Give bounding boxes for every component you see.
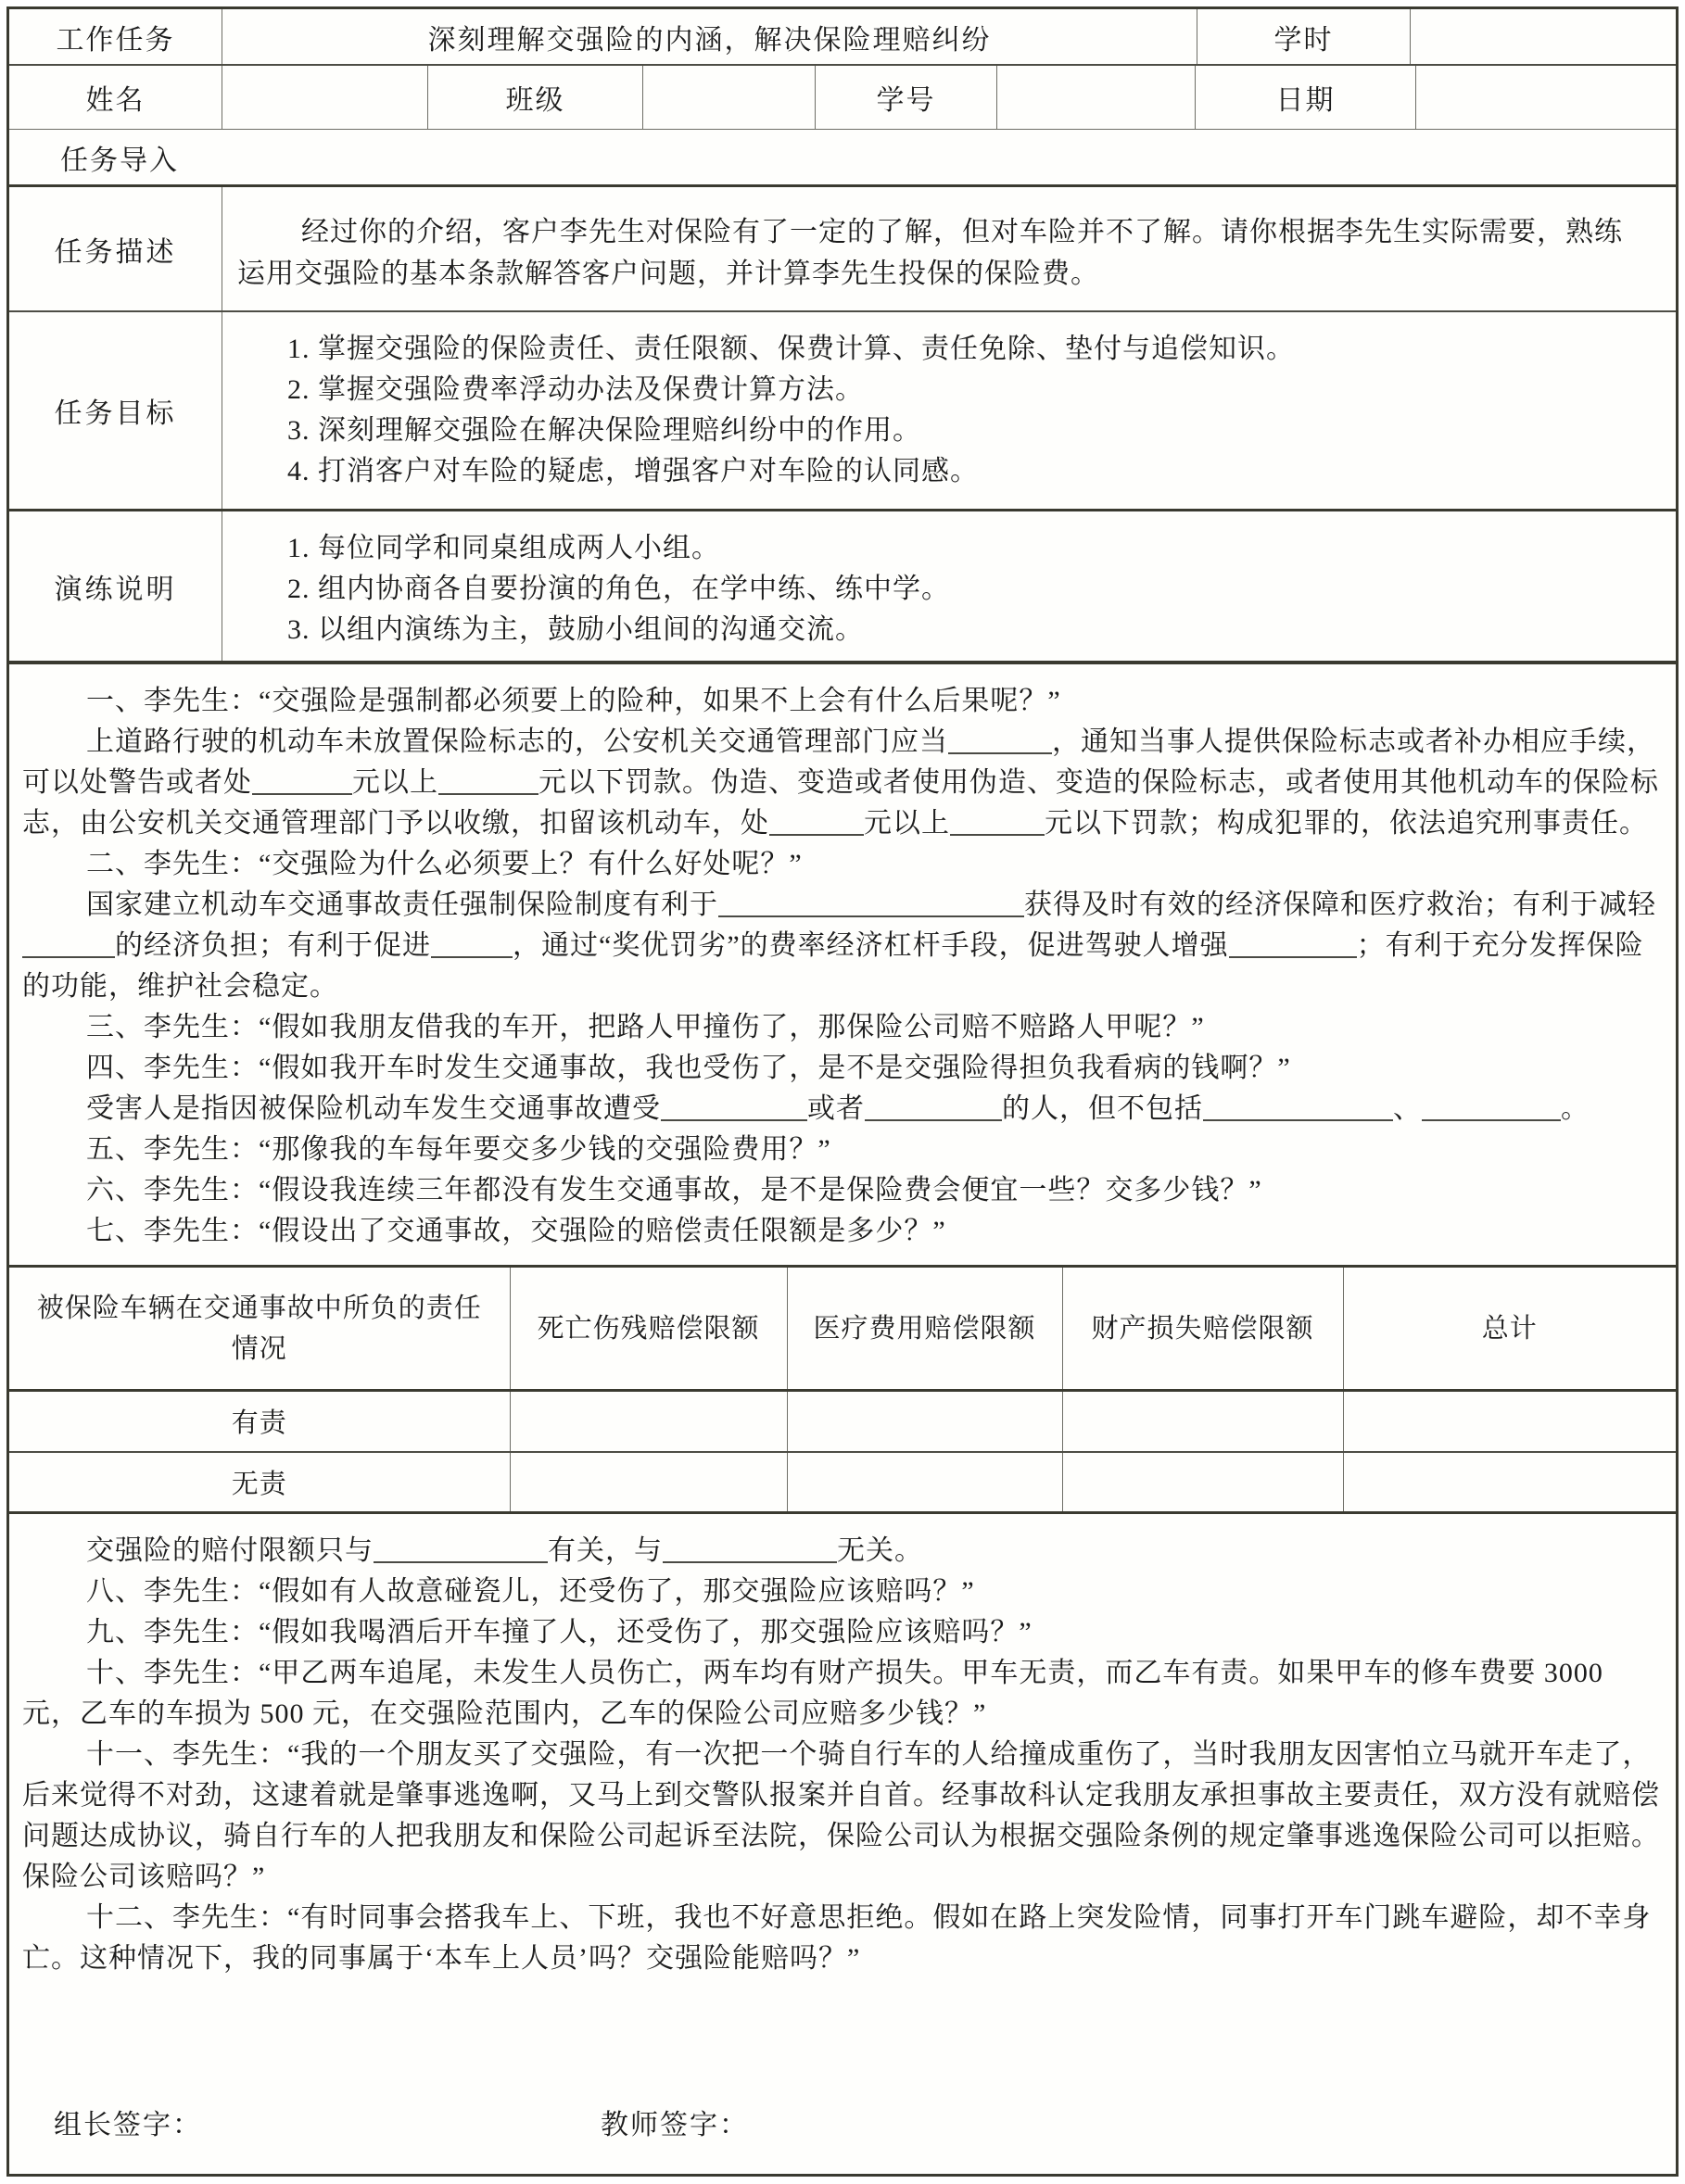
limits-col-header: 被保险车辆在交通事故中所负的责任情况 [9, 1267, 510, 1391]
goal-list [222, 312, 1676, 509]
text-run: 十一、李先生：“我的一个朋友买了交强险，有一次把一个骑自行车的人给撞成重伤了，当时我朋友因害怕立马就开车走了，后来觉得不对劲，这逮着就是肇事逃逸啊，又马上到交警队报案并自首。经事故科认定我朋友承担事故主要责任，双方没有就赔偿问题达成协议，骑自行车的人把我朋友和保险公司起诉至法院，保险公司认为根据交强险条例的规定肇事逃逸保险公司可以拒赔。保险公司该赔吗？” [22, 1739, 1660, 1892]
text-run: 获得及时有效的经济保障和医疗救治；有利于减轻 [1024, 890, 1656, 920]
text-run: 的经济负担；有利于促进 [115, 930, 431, 961]
question-10 [22, 1653, 1661, 1735]
fill-blank[interactable] [438, 767, 538, 795]
question-9 [22, 1612, 1661, 1653]
answer-2 [22, 885, 1661, 1007]
fill-blank[interactable] [663, 1535, 837, 1563]
row-label: 有责 [9, 1391, 510, 1452]
text-run: 十二、李先生：“有时同事会搭我车上、下班，我也不好意思拒绝。假如在路上突发险情，同事打开车门跳车避险，却不幸身亡。这种情况下，我的同事属于‘本车上人员’吗？交强险能赔吗？” [22, 1902, 1652, 1974]
fill-blank[interactable] [1229, 930, 1357, 958]
work-task-label: 工作任务 [9, 9, 222, 64]
limits-col-header: 医疗费用赔偿限额 [787, 1267, 1062, 1391]
header-row-1 [9, 9, 1676, 66]
name-label: 姓名 [9, 66, 222, 129]
answer-4 [22, 1089, 1661, 1130]
answer-cell[interactable] [1343, 1391, 1676, 1452]
dialog-body-top [9, 664, 1676, 1252]
text-run: 元以下罚款；构成犯罪的，依法追究刑事责任。 [1045, 808, 1648, 839]
question-12 [22, 1898, 1661, 1979]
fill-blank[interactable] [1203, 1093, 1393, 1121]
text-run: 无关。 [837, 1535, 923, 1566]
hours-label: 学时 [1197, 9, 1411, 64]
class-input-cell[interactable] [643, 66, 816, 129]
drill-item: 2. 组内协商各自要扮演的角色，在学中练、练中学。 [287, 574, 950, 604]
answer-cell[interactable] [1062, 1452, 1343, 1513]
text-run: 八、李先生：“假如有人故意碰瓷儿，还受伤了，那交强险应该赔吗？” [86, 1576, 975, 1607]
text-run: 三、李先生：“假如我朋友借我的车开，把路人甲撞伤了，那保险公司赔不赔路人甲呢？” [86, 1012, 1205, 1042]
question-3 [22, 1007, 1661, 1048]
fill-blank[interactable] [1422, 1093, 1561, 1121]
limits-row [9, 1452, 1676, 1513]
limits-col-header: 总计 [1343, 1267, 1676, 1391]
question-5 [22, 1130, 1661, 1170]
row-label: 无责 [231, 1469, 287, 1499]
desc-text: 经过你的介绍，客户李先生对保险有了一定的了解，但对车险并不了解。请你根据李先生实际需要，熟练运用交强险的基本条款解答客户问题，并计算李先生投保的保险费。 [237, 217, 1623, 289]
text-run: 受害人是指因被保险机动车发生交通事故遭受 [86, 1093, 661, 1124]
limits-row [9, 1391, 1676, 1452]
limits-note [22, 1531, 1661, 1572]
text-run: 九、李先生：“假如我喝酒后开车撞了人，还受伤了，那交强险应该赔吗？” [86, 1617, 1033, 1647]
date-label: 日期 [1196, 66, 1416, 129]
section-drill-label: 演练说明 [9, 511, 222, 661]
fill-blank[interactable] [950, 808, 1045, 836]
limits-col-header: 财产损失赔偿限额 [1062, 1267, 1343, 1391]
question-6 [22, 1170, 1661, 1211]
worksheet-page [6, 6, 1679, 2177]
leader-sign-label[interactable]: 组长签字： [54, 2110, 202, 2140]
fill-blank[interactable] [374, 1535, 548, 1563]
answer-cell[interactable] [787, 1452, 1062, 1513]
question-8 [22, 1572, 1661, 1612]
limits-col-header: 死亡伤残赔偿限额 [510, 1267, 787, 1391]
section-desc-row [9, 187, 1676, 312]
limits-table-header-row [9, 1267, 1676, 1391]
header-row-2 [9, 66, 1676, 130]
text-run: 五、李先生：“那像我的车每年要交多少钱的交强险费用？” [86, 1134, 831, 1165]
limits-table [9, 1265, 1676, 1514]
dialog-body-bottom [9, 1514, 1676, 1979]
section-drill-row [9, 511, 1676, 664]
text-run: 上道路行驶的机动车未放置保险标志的，公安机关交通管理部门应当 [86, 726, 948, 757]
answer-cell[interactable] [510, 1391, 787, 1452]
text-run: 的人，但不包括 [1002, 1093, 1203, 1124]
section-goal-label: 任务目标 [9, 312, 222, 509]
text-run: ，通知当事人提供保险标志或者补办相应手续，可以处警告或者处 [22, 726, 1655, 798]
text-run: 元以上 [352, 767, 438, 798]
answer-1 [22, 722, 1661, 844]
text-run: 。 [1561, 1093, 1590, 1124]
text-run: 或者 [807, 1093, 865, 1124]
fill-blank[interactable] [431, 930, 513, 958]
question-7 [22, 1211, 1661, 1252]
section-desc-label: 任务描述 [9, 187, 222, 310]
fill-blank[interactable] [948, 726, 1052, 754]
text-run: 有关，与 [548, 1535, 663, 1566]
goal-item: 1. 掌握交强险的保险责任、责任限额、保费计算、责任免除、垫付与追偿知识。 [287, 334, 1295, 364]
answer-cell[interactable] [1062, 1391, 1343, 1452]
fill-blank[interactable] [769, 808, 864, 836]
fill-blank[interactable] [252, 767, 352, 795]
student-id-input-cell[interactable] [997, 66, 1196, 129]
teacher-sign-label[interactable]: 教师签字： [601, 2110, 749, 2140]
goal-item: 2. 掌握交强险费率浮动办法及保费计算方法。 [287, 374, 864, 405]
name-input-cell[interactable] [222, 66, 428, 129]
question-4 [22, 1048, 1661, 1089]
date-input-cell[interactable] [1416, 66, 1676, 129]
goal-item: 4. 打消客户对车险的疑虑，增强客户对车险的认同感。 [287, 456, 979, 486]
fill-blank[interactable] [22, 930, 115, 958]
text-run: 十、李先生：“甲乙两车追尾，未发生人员伤亡，两车均有财产损失。甲车无责，而乙车有责。如果甲车的修车费要 3000 元，乙车的车损为 500 元，在交强险范围内，乙车的保险公司应赔多少钱？” [22, 1658, 1603, 1729]
text-run: 六、李先生：“假设我连续三年都没有发生交通事故，是不是保险费会便宜一些？交多少钱？” [86, 1175, 1262, 1206]
question-2 [22, 844, 1661, 885]
text-run: 一、李先生：“交强险是强制都必须要上的险种，如果不上会有什么后果呢？” [86, 686, 1061, 716]
text-run: 七、李先生：“假设出了交通事故，交强险的赔偿责任限额是多少？” [86, 1216, 946, 1246]
section-goal-row [9, 312, 1676, 511]
fill-blank[interactable] [661, 1093, 807, 1121]
text-run: 元以下罚款。伪造、变造或者使用伪造、变造的保险标志，或者使用其他机动车的保险标志，由公安机关交通管理部门予以收缴，扣留该机动车，处 [22, 767, 1659, 839]
question-11 [22, 1735, 1661, 1898]
fill-blank[interactable] [718, 890, 1024, 917]
text-run: 交强险的赔付限额只与 [86, 1535, 374, 1566]
text-run: 二、李先生：“交强险为什么必须要上？有什么好处呢？” [86, 849, 803, 879]
drill-item: 1. 每位同学和同桌组成两人小组。 [287, 533, 720, 563]
fill-blank[interactable] [865, 1093, 1002, 1121]
class-label: 班级 [428, 66, 643, 129]
text-run: 、 [1393, 1093, 1422, 1124]
text-run: 四、李先生：“假如我开车时发生交通事故，我也受伤了，是不是交强险得担负我看病的钱啊？” [86, 1053, 1291, 1083]
drill-item: 3. 以组内演练为主，鼓励小组间的沟通交流。 [287, 614, 864, 645]
text-run: ，通过“奖优罚劣”的费率经济杠杆手段，促进驾驶人增强 [513, 930, 1229, 961]
answer-cell[interactable] [1343, 1452, 1676, 1513]
text-run: 元以上 [864, 808, 950, 839]
work-task-value: 深刻理解交强险的内涵，解决保险理赔纠纷 [222, 9, 1197, 64]
answer-cell[interactable] [787, 1391, 1062, 1452]
student-id-label: 学号 [816, 66, 997, 129]
hours-value-cell[interactable] [1411, 9, 1676, 64]
text-run: ；有利于充分发挥保险的功能，维护社会稳定。 [22, 930, 1644, 1002]
text-run: 国家建立机动车交通事故责任强制保险制度有利于 [86, 890, 718, 920]
drill-list [222, 511, 1676, 661]
answer-cell[interactable] [510, 1452, 787, 1513]
section-intro-label: 任务导入 [9, 130, 1676, 187]
question-1 [22, 681, 1661, 722]
goal-item: 3. 深刻理解交强险在解决保险理赔纠纷中的作用。 [287, 415, 921, 446]
